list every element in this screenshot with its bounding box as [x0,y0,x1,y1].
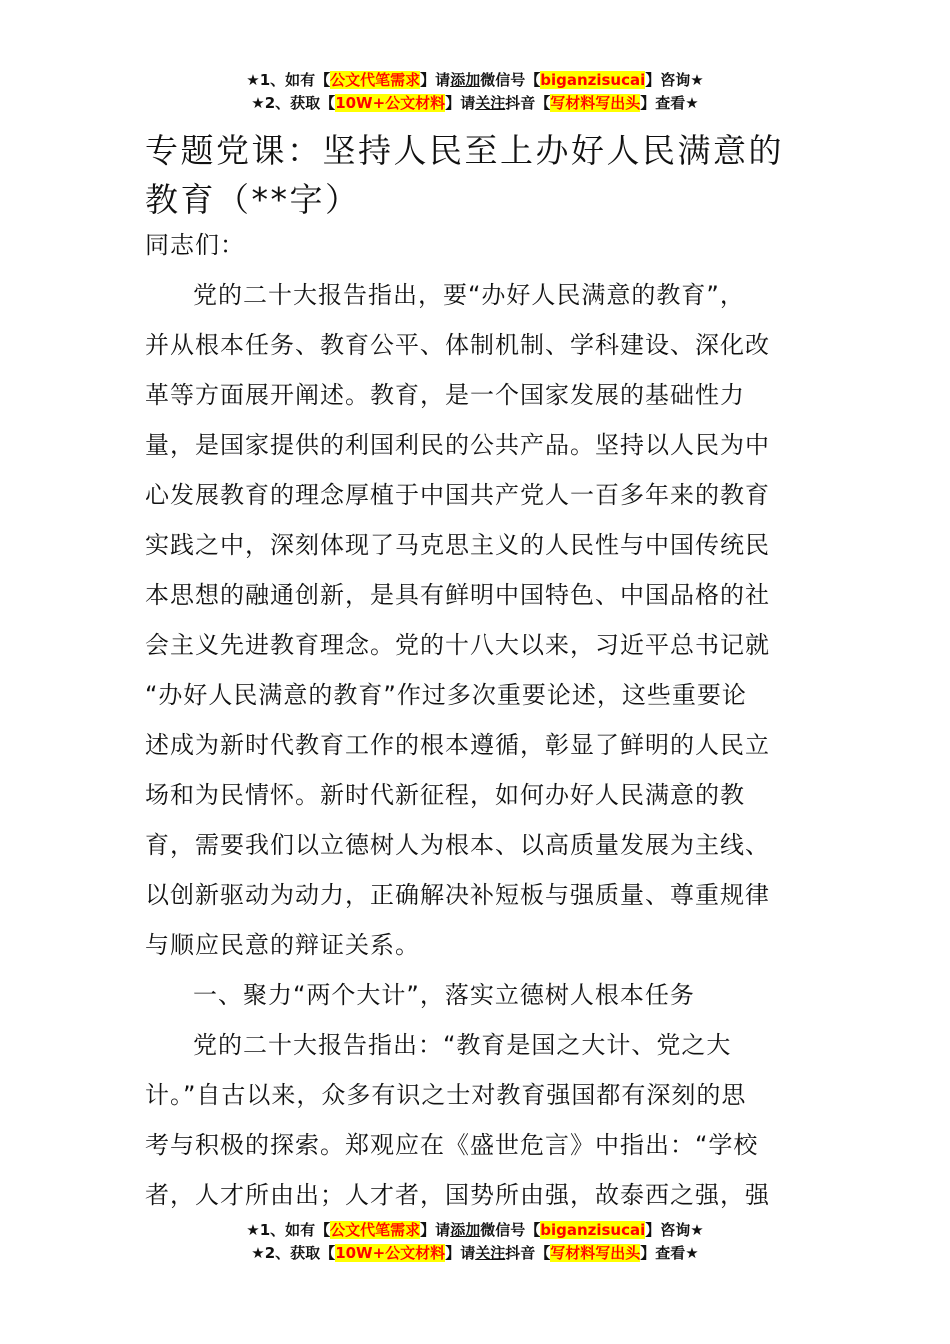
promo-banner-bottom [0,1219,950,1265]
body-line: “办好人民满意的教育”作过多次重要论述，这些重要论 [145,681,747,709]
promo-highlight-materials: 10W+公文材料 [335,1244,446,1262]
document-title [145,126,815,224]
promo-text: 】查看★ [640,94,699,112]
promo-text: ★2、获取【 [251,94,336,112]
promo-text: ★2、获取【 [251,1244,336,1262]
salutation: 同志们： [145,231,245,259]
promo-highlight-materials: 10W+公文材料 [335,94,446,112]
promo-text: 】咨询★ [645,71,704,89]
promo-line-1 [0,1219,950,1242]
title-line-2: 教育（**字） [145,180,361,219]
promo-text: 】咨询★ [645,1221,704,1239]
promo-text: 】请 [445,1244,476,1262]
title-line-1: 专题党课：坚持人民至上办好人民满意的 [145,131,784,170]
body-line: 并从根本任务、教育公平、体制机制、学科建设、深化改 [145,331,770,359]
promo-banner-top [0,69,950,115]
promo-text: ★1、如有【 [246,1221,331,1239]
promo-underline-follow: 关注 [475,1244,506,1262]
promo-highlight-douyin: 写材料写出头 [550,94,641,112]
body-line: 会主义先进教育理念。党的十八大以来，习近平总书记就 [145,631,770,659]
body-line: 心发展教育的理念厚植于中国共产党人一百多年来的教育 [145,481,770,509]
body-line: 量，是国家提供的利国利民的公共产品。坚持以人民为中 [145,431,770,459]
promo-highlight-douyin: 写材料写出头 [550,1244,641,1262]
body-line: 党的二十大报告指出，要“办好人民满意的教育”， [193,281,745,309]
body-line: 党的二十大报告指出：“教育是国之大计、党之大 [193,1031,732,1059]
body-line: 述成为新时代教育工作的根本遵循，彰显了鲜明的人民立 [145,731,770,759]
promo-text: 】请 [420,71,451,89]
promo-text: 】查看★ [640,1244,699,1262]
promo-text: 微信号【 [480,1221,541,1239]
body-line: 场和为民情怀。新时代新征程，如何办好人民满意的教 [145,781,745,809]
promo-text: 】请 [445,94,476,112]
body-line: 以创新驱动为动力，正确解决补短板与强质量、尊重规律 [145,881,770,909]
body-line: 与顺应民意的辩证关系。 [145,931,420,959]
promo-underline-follow: 关注 [475,94,506,112]
promo-text: 微信号【 [480,71,541,89]
section-heading: 一、聚力“两个大计”，落实立德树人根本任务 [193,981,695,1009]
promo-line-2 [0,1242,950,1265]
promo-highlight-wechat-id: biganzisucai [540,1221,646,1239]
promo-text: 】请 [420,1221,451,1239]
promo-underline-add: 添加 [450,71,481,89]
body-line: 者，人才所由出；人才者，国势所由强，故泰西之强，强 [145,1181,770,1209]
promo-line-2 [0,92,950,115]
body-line: 计。”自古以来，众多有识之士对教育强国都有深刻的思 [145,1081,747,1109]
body-line: 考与积极的探索。郑观应在《盛世危言》中指出：“学校 [145,1131,759,1159]
promo-highlight-service: 公文代笔需求 [330,71,421,89]
promo-highlight-wechat-id: biganzisucai [540,71,646,89]
promo-line-1 [0,69,950,92]
promo-underline-add: 添加 [450,1221,481,1239]
promo-text: 抖音【 [505,1244,551,1262]
promo-text: 抖音【 [505,94,551,112]
document-body [145,225,810,1225]
body-line: 革等方面展开阐述。教育，是一个国家发展的基础性力 [145,381,745,409]
promo-highlight-service: 公文代笔需求 [330,1221,421,1239]
body-line: 本思想的融通创新，是具有鲜明中国特色、中国品格的社 [145,581,770,609]
body-line: 实践之中，深刻体现了马克思主义的人民性与中国传统民 [145,531,770,559]
promo-text: ★1、如有【 [246,71,331,89]
body-line: 育，需要我们以立德树人为根本、以高质量发展为主线、 [145,831,770,859]
